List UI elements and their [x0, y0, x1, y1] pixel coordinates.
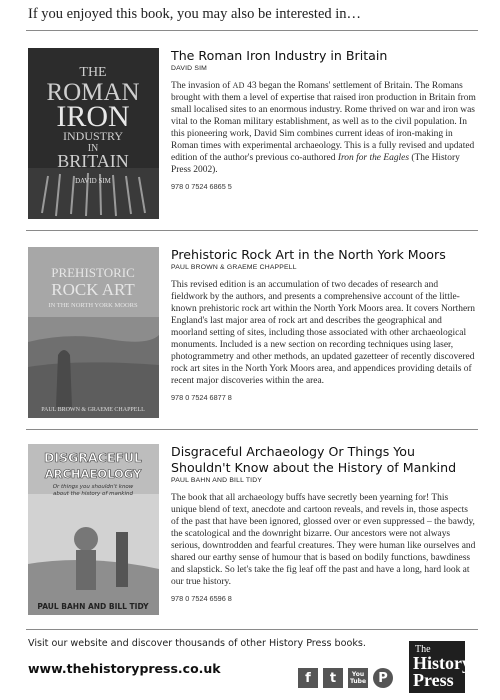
cover-author: PAUL BROWN & GRAEME CHAPPELL	[41, 407, 145, 413]
book-cover[interactable]	[28, 247, 159, 418]
visit-text: Visit our website and discover thousands of other History Press books.	[28, 638, 366, 649]
website-link[interactable]: www.thehistorypress.co.uk	[28, 661, 221, 676]
cover-text: IRON	[56, 100, 130, 133]
book-author: PAUL BAHN AND BILL TIDY	[171, 477, 263, 484]
cover-text: BRITAIN	[57, 151, 129, 171]
book-author: PAUL BROWN & GRAEME CHAPPELL	[171, 264, 297, 271]
book-title[interactable]: The Roman Iron Industry in Britain	[171, 48, 388, 63]
cover-text: DISGRACEFUL	[44, 450, 142, 465]
book-entry	[28, 48, 480, 222]
cover-text: ROMAN	[46, 79, 140, 106]
youtube-icon[interactable]: You Tube	[348, 668, 368, 688]
divider	[26, 230, 478, 231]
logo-text: History	[413, 653, 471, 673]
cover-text: PREHISTORIC	[51, 265, 135, 280]
book-isbn: 978 0 7524 6877 8	[171, 393, 232, 403]
book-title[interactable]: Prehistoric Rock Art in the North York Moors	[171, 247, 446, 262]
divider	[26, 30, 478, 31]
book-title[interactable]: Disgraceful Archaeology Or Things You Shouldn't Know about the History of Mankind	[171, 444, 457, 475]
book-cover[interactable]	[28, 48, 159, 219]
book-isbn: 978 0 7524 6596 8	[171, 594, 232, 604]
standing-stone-illustration	[56, 350, 72, 407]
book-entry	[28, 247, 480, 421]
cover-author: PAUL BAHN AND BILL TIDY	[37, 602, 149, 611]
cover-text: ROCK ART	[51, 280, 135, 299]
twitter-icon[interactable]: t	[323, 668, 343, 688]
book-author: DAVID SIM	[171, 65, 208, 72]
cover-text: INDUSTRY	[62, 129, 124, 143]
book-description: The book that all archaeology buffs have secretly been yearning for! This unique blend of text, anecdote and cartoon reveals, and revels in, those aspects of the past that have been ignored, glossed over or even suppressed – the bawdy, the scatological and the downright bizarre. Our ancestors were not always serious, downtrodden and fearful creatures. They were human like ourselves and shared our earthy sense of humour that is based on bodily functions, bawdiness and slapstick. So let's take the fig leaf off the past and have a long, hard look at our true history.	[171, 493, 476, 588]
book-description: The invasion of AD 43 began the Romans' settlement of Britain. The Romans brought with them a level of expertise that raised iron production in Britain from small localised sites to an enormous industry. Rome thrived on war and iron was vital to the Roman military establishment, as well as to the civil population. In this pioneering work, David Sim combines current ideas of iron-making in Roman times with experimental archaeology. This is a fully revised and updated edition of the author's previous co-authored Iron for the Eagles (The History Press 2002).	[171, 81, 476, 176]
cover-author: DAVID SIM	[75, 177, 111, 185]
cover-text: Or things you shouldn't know	[52, 484, 134, 490]
facebook-icon[interactable]: f	[298, 668, 318, 688]
cover-text: about the history of mankind	[52, 491, 134, 497]
cover-text: ARCHAEOLOGY	[44, 467, 142, 481]
divider	[26, 429, 478, 430]
divider	[26, 629, 478, 630]
publisher-logo[interactable]	[409, 641, 471, 693]
page-heading: If you enjoyed this book, you may also be interested in…	[28, 6, 362, 22]
book-cover[interactable]	[28, 444, 159, 615]
book-isbn: 978 0 7524 6865 5	[171, 182, 232, 192]
cover-text: THE	[79, 65, 107, 80]
logo-text: The	[415, 644, 431, 655]
cartoon-figure-illustration	[74, 527, 98, 551]
book-description: This revised edition is an accumulation of two decades of research and fieldwork by the authors, and presents a comprehensive account of the little-known prehistoric rock art within the North York Moors area. It covers Northern England's last major area of rock art and describes the geographical and moorland setting of sites, including those associated with other archaeological monuments. Included is a new section on recording techniques using laser, photogrammetry and other methods, an updated gazetteer of recently discovered rock art sites in the North York Moors area, and appendices providing details of recent major discoveries within the area.	[171, 280, 476, 387]
logo-text: Press	[413, 670, 454, 690]
pinterest-icon[interactable]: P	[373, 668, 393, 688]
book-entry	[28, 444, 480, 622]
cover-text: IN THE NORTH YORK MOORS	[48, 302, 138, 309]
cover-text: IN	[87, 143, 99, 154]
